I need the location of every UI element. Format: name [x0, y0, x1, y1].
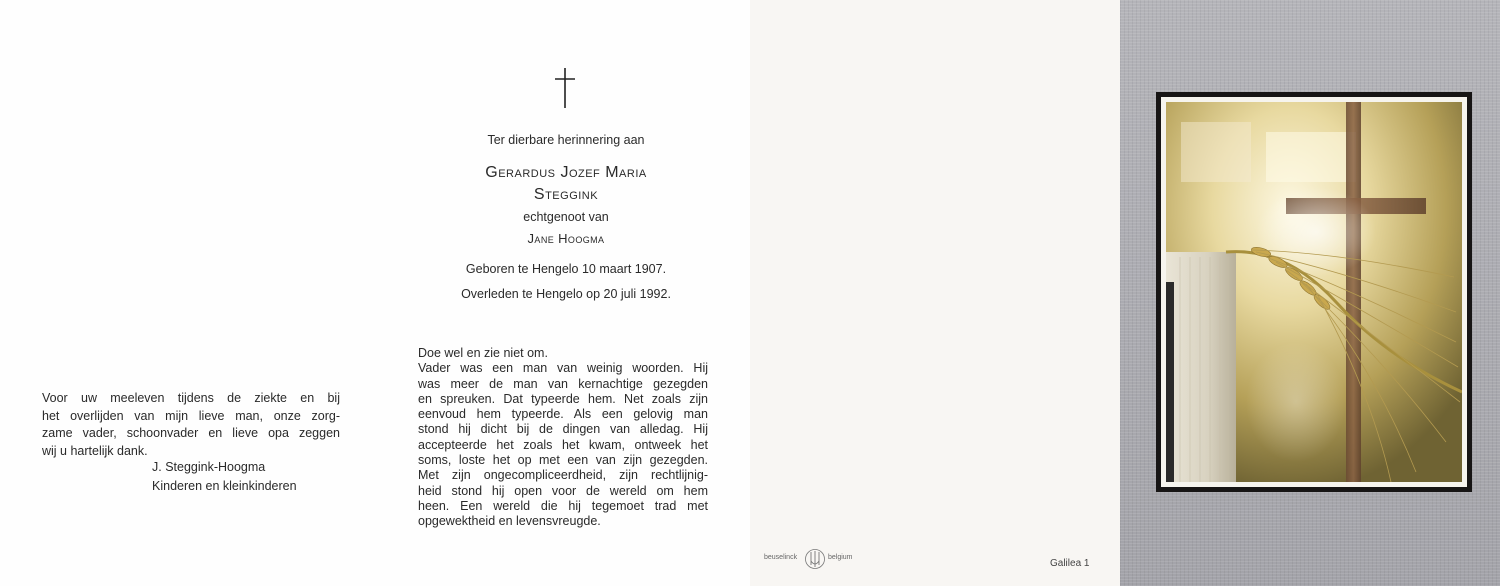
- poem-line: heen. Een wereld die hij tegemoet trad met: [418, 498, 708, 513]
- spouse-name: Jane Hoogma: [527, 231, 605, 246]
- thanks-paragraph: [42, 390, 340, 460]
- poem-line: en spreuken. Dat typeerde hem. Net zoals zijn: [418, 391, 708, 406]
- birth-line: Geboren te Hengelo 10 maart 1907.: [465, 262, 667, 276]
- photo-mat: [1161, 97, 1467, 487]
- thanks-line: wij u hartelijk dank.: [42, 443, 148, 458]
- latin-cross-icon: [554, 68, 576, 108]
- poem-line: accepteerde het zoals het kwam, ontweek het: [418, 437, 708, 452]
- memorial-panel: [376, 0, 750, 586]
- deceased-name-line-2: Steggink: [533, 186, 599, 203]
- thanks-panel: [0, 0, 376, 586]
- poem-line: Doe wel en zie niet om.: [418, 346, 548, 360]
- cross-wheat-bible-photo-icon: [1166, 102, 1462, 482]
- logo-right-text: belgium: [828, 554, 853, 561]
- intro-text: Ter dierbare herinnering aan: [487, 133, 645, 147]
- photo-frame: [1156, 92, 1472, 492]
- poem-line: stond hij dicht bij de dingen van alledag. Hij: [418, 422, 708, 437]
- signer-name: J. Steggink-Hoogma: [152, 460, 266, 474]
- poem-line: eenvoud hem typeerde. Als een gelovig man: [418, 407, 708, 422]
- signer-family: Kinderen en kleinkinderen: [152, 479, 297, 493]
- poem-line: opgewektheid en levensvreugde.: [418, 514, 601, 529]
- thanks-line: het overlijden van mijn lieve man, onze zorg-: [42, 408, 340, 423]
- poem-line: Met zijn ongecompliceerdheid, zijn rechtlijnig-: [418, 468, 708, 483]
- logo-left-text: beuselinck: [764, 554, 798, 561]
- poem-line: was meer de man van kernachtige gezegden: [418, 376, 708, 391]
- back-panel: [750, 0, 1120, 586]
- publisher-monogram-icon: [804, 548, 826, 570]
- front-cover-panel: [1120, 0, 1500, 586]
- deceased-name-line-1: Gerardus Jozef Maria: [485, 164, 647, 181]
- memorial-poem: [418, 346, 708, 530]
- poem-line: soms, loste het op met een van zijn gezegden.: [418, 453, 708, 468]
- poem-line: Vader was een man van weinig woorden. Hij: [418, 361, 708, 376]
- spouse-label: echtgenoot van: [523, 210, 609, 224]
- thanks-line: Voor uw meeleven tijdens de ziekte en bij: [42, 391, 340, 405]
- poem-line: heid stond hij open voor de wereld om hem: [418, 483, 708, 498]
- thanks-line: zame vader, schoonvader en lieve opa zeggen: [42, 426, 340, 440]
- deceased-name: [392, 162, 740, 206]
- publisher-logo: [762, 548, 862, 570]
- signers: [152, 458, 297, 496]
- design-name: Galilea 1: [1050, 558, 1090, 569]
- death-line: Overleden te Hengelo op 20 juli 1992.: [461, 287, 671, 301]
